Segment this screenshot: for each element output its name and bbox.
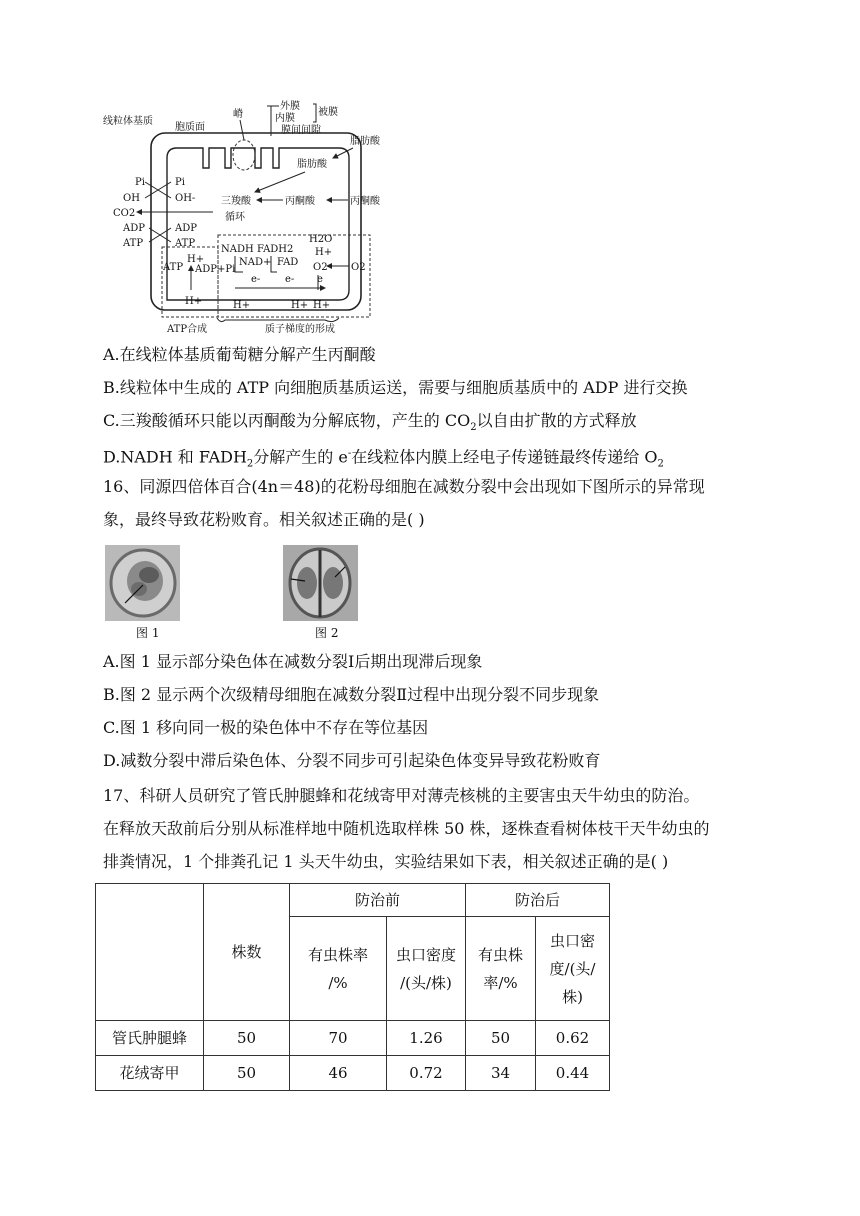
label-atp-box: ATP	[163, 262, 184, 273]
label-atp-synthesis: ATP合成	[167, 324, 208, 335]
header-before: 防治前	[290, 884, 466, 917]
label-o2-out: O2	[351, 262, 366, 273]
header-density-after: 虫口密 度/(头/ 株)	[536, 917, 610, 1021]
q17-stem-line3: 排粪情况，1 个排粪孔记 1 头天牛幼虫，实验结果如下表，相关叙述正确的是( )	[103, 852, 669, 871]
label-o2-in: O2	[313, 262, 328, 273]
label-oh-left: OH	[123, 193, 140, 204]
figure-1-caption: 图 1	[136, 626, 160, 640]
label-h-plus-1: H+	[185, 296, 203, 307]
label-tca: 三羧酸	[221, 196, 251, 207]
q17-stem-line1: 17、科研人员研究了管氏肿腿蜂和花绒寄甲对薄壳核桃的主要害虫天牛幼虫的防治。	[103, 786, 700, 805]
label-h-plus-4: H+	[313, 300, 331, 311]
label-h2o: H2O	[309, 234, 333, 245]
q16-stem-line2: 象，最终导致花粉败育。相关叙述正确的是( )	[103, 510, 425, 529]
label-gradient-formation: 质子梯度的形成	[265, 324, 335, 335]
label-cytoplasm-side: 胞质面	[175, 122, 205, 133]
header-after: 防治后	[466, 884, 610, 917]
label-co2: CO2	[113, 208, 136, 219]
label-adp-pi-box: ADP+Pi	[195, 264, 236, 275]
header-empty	[96, 884, 204, 1021]
label-e1: e-	[251, 274, 261, 285]
label-oh-right: OH-	[175, 193, 196, 204]
pest-control-table	[95, 883, 610, 1091]
label-fadh2: FADH2	[257, 244, 294, 255]
q16-option-c: C.图 1 移向同一极的染色体中不存在等位基因	[103, 718, 429, 737]
table-row: 管氏肿腿蜂 50 70 1.26 50 0.62	[96, 1021, 610, 1056]
label-atp-left: ATP	[123, 238, 144, 249]
q15-option-c	[103, 410, 637, 439]
label-atp-right: ATP	[175, 238, 196, 249]
label-pi-right: Pi	[175, 177, 185, 188]
header-count: 株数	[204, 884, 290, 1021]
label-e2: e-	[285, 274, 295, 285]
label-outer-membrane: 外膜	[280, 101, 300, 112]
label-cristae: 嵴	[233, 109, 243, 120]
label-nad: NAD+	[239, 257, 272, 268]
label-pi-left: Pi	[135, 177, 145, 188]
label-h-plus-3: H+	[291, 300, 309, 311]
label-nadh: NADH	[221, 244, 254, 255]
label-fatty-acid-out: 脂肪酸	[350, 136, 380, 147]
figure-1-micrograph	[105, 545, 180, 621]
mitochondria-diagram	[95, 100, 415, 340]
q16-stem-line1: 16、同源四倍体百合(4n＝48)的花粉母细胞在减数分裂中会出现如下图所示的异常现	[103, 477, 705, 496]
q15-option-d: D.NADH 和 $FADH_2$分解产生的 e-在线粒体内膜上经电子传递链最终传递给 $O_2$	[103, 447, 664, 470]
q16-option-d: D.减数分裂中滞后染色体、分裂不同步可引起染色体变异导致花粉败育	[103, 751, 601, 770]
label-adp-left: ADP	[123, 223, 145, 234]
q16-option-a: A.图 1 显示部分染色体在减数分裂Ⅰ后期出现滞后现象	[103, 652, 483, 671]
figure-2-caption: 图 2	[315, 626, 339, 640]
q15-c-pre: C.三羧酸循环只能以丙酮酸为分解底物，产生的 CO	[103, 411, 471, 430]
q17-stem-line2: 在释放天敌前后分别从标准样地中随机选取样株 50 株，逐株查看树体枝干天牛幼虫的	[103, 819, 710, 838]
q16-option-b: B.图 2 显示两个次级精母细胞在减数分裂Ⅱ过程中出现分裂不同步现象	[103, 685, 600, 704]
label-h-plus-box: H+	[187, 254, 205, 265]
label-inner-membrane: 内膜	[275, 113, 295, 124]
header-rate-before: 有虫株率 /%	[290, 917, 387, 1021]
label-e3: e	[317, 274, 323, 285]
q15-option-a: A.在线粒体基质葡萄糖分解产生丙酮酸	[103, 345, 376, 364]
label-h-plus-top: H+	[315, 247, 333, 258]
label-cycle: 循环	[225, 212, 245, 223]
table-row: 花绒寄甲 50 46 0.72 34 0.44	[96, 1056, 610, 1091]
label-h-plus-2: H+	[233, 300, 251, 311]
label-fad: FAD	[277, 257, 299, 268]
label-pyruvate-out: 丙酮酸	[350, 196, 380, 207]
label-intermembrane: 膜间间隙	[281, 125, 321, 136]
q15-c-post: 以自由扩散的方式释放	[476, 411, 637, 430]
label-fatty-acid-in: 脂肪酸	[297, 159, 327, 170]
label-matrix: 线粒体基质	[103, 116, 153, 127]
label-pyruvate-in: 丙酮酸	[285, 196, 315, 207]
q15-d-pre: D.NADH 和 FADH	[103, 447, 247, 467]
label-adp-right: ADP	[175, 223, 197, 234]
header-rate-after: 有虫株 率/%	[466, 917, 536, 1021]
q15-c-sub: 2	[470, 422, 477, 434]
q15-option-b: B.线粒体中生成的 ATP 向细胞质基质运送，需要与细胞质基质中的 ADP 进行交换	[103, 378, 688, 397]
label-envelope: 被膜	[318, 107, 338, 118]
header-density-before: 虫口密度 /(头/株)	[387, 917, 466, 1021]
figure-2-micrograph	[283, 545, 358, 621]
